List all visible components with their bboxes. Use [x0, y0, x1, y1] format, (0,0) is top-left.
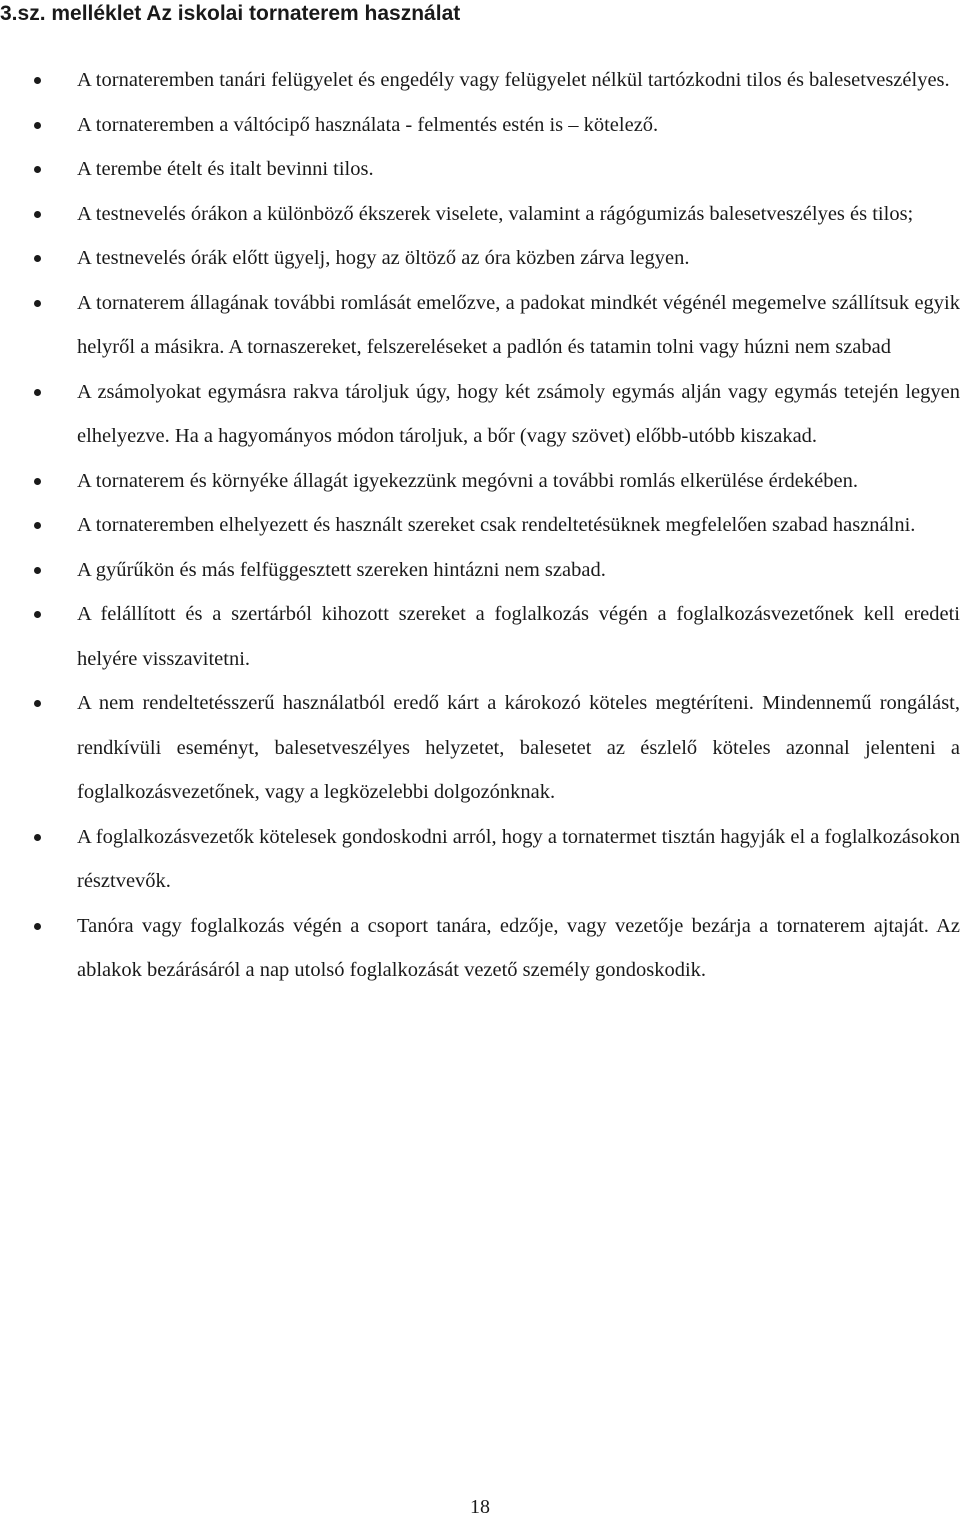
rule-text: A felállított és a szertárból kihozott szereket a foglalkozás végén a foglalkozásvezetőnek kell eredeti helyére visszavitetni. — [77, 603, 960, 670]
bullet-icon — [34, 923, 41, 930]
bullet-icon — [34, 77, 41, 84]
bullet-icon — [34, 478, 41, 485]
page-number: 18 — [470, 1496, 490, 1518]
bullet-icon — [34, 567, 41, 574]
rule-text: Tanóra vagy foglalkozás végén a csoport tanára, edzője, vagy vezetője bezárja a tornaterem ajtaját. Az ablakok bezárásáról a nap utolsó foglalkozását vezető személy gondoskodik. — [77, 914, 960, 981]
rule-text: A gyűrűkön és más felfüggesztett szereken hintázni nem szabad. — [77, 558, 606, 581]
bullet-icon — [34, 211, 41, 218]
rule-item — [77, 503, 960, 548]
section-heading: 3.sz. melléklet Az iskolai tornaterem használat — [0, 2, 461, 25]
rule-item — [77, 904, 960, 993]
rule-item — [77, 592, 960, 681]
bullet-icon — [34, 255, 41, 262]
rule-item — [77, 281, 960, 370]
bullet-icon — [34, 611, 41, 618]
bullet-icon — [34, 700, 41, 707]
rule-text: A foglalkozásvezetők kötelesek gondoskodni arról, hogy a tornatermet tisztán hagyják el a foglalkozásokon résztvevők. — [77, 825, 960, 892]
rule-text: A tornateremben a váltócipő használata - felmentés estén is – kötelező. — [77, 113, 659, 136]
bullet-icon — [34, 166, 41, 173]
rule-item — [77, 192, 960, 237]
rule-item — [77, 681, 960, 815]
rules-list — [77, 58, 960, 993]
rule-item — [77, 58, 960, 103]
rule-text: A tornaterem állagának további romlását emelőzve, a padokat mindkét végénél megemelve szállítsuk egyik helyről a másikra. A tornaszereket, felszereléseket a padlón és tatamin tolni vagy húzni nem szabad — [77, 291, 960, 358]
bullet-icon — [34, 522, 41, 529]
rule-item — [77, 548, 960, 593]
bullet-icon — [34, 122, 41, 129]
rule-item — [77, 147, 960, 192]
rule-text: A testnevelés órák előtt ügyelj, hogy az öltöző az óra közben zárva legyen. — [77, 247, 690, 269]
rule-text: A testnevelés órákon a különböző ékszerek viselete, valamint a rágógumizás balesetveszélyes és tilos; — [77, 202, 914, 225]
rule-text: A tornateremben elhelyezett és használt szereket csak rendeltetésüknek megfelelően szabad használni. — [77, 514, 916, 536]
bullet-icon — [34, 300, 41, 307]
rule-text: A terembe ételt és italt bevinni tilos. — [77, 158, 374, 180]
rule-item — [77, 459, 960, 504]
rule-item — [77, 103, 960, 148]
rule-text: A tornateremben tanári felügyelet és engedély vagy felügyelet nélkül tartózkodni tilos és balesetveszélyes. — [77, 69, 950, 91]
rule-item — [77, 815, 960, 904]
rule-text: A zsámolyokat egymásra rakva tároljuk úgy, hogy két zsámoly egymás alján vagy egymás tetején legyen elhelyezve. Ha a hagyományos módon tároljuk, a bőr (vagy szövet) előbb-utóbb kiszakad. — [77, 380, 960, 447]
rule-item — [77, 236, 960, 281]
bullet-icon — [34, 389, 41, 396]
bullet-icon — [34, 834, 41, 841]
rule-item — [77, 370, 960, 459]
rule-text: A tornaterem és környéke állagát igyekezzünk megóvni a további romlás elkerülése érdekében. — [77, 469, 858, 492]
rule-text: A nem rendeltetésszerű használatból eredő kárt a károkozó köteles megtéríteni. Mindennemű rongálást, rendkívüli eseményt, balesetveszélyes helyzetet, balesetet az észlelő köteles azonnal jelenteni a foglalkozásvezetőnek, vagy a legközelebbi dolgozónknak. — [77, 692, 960, 803]
